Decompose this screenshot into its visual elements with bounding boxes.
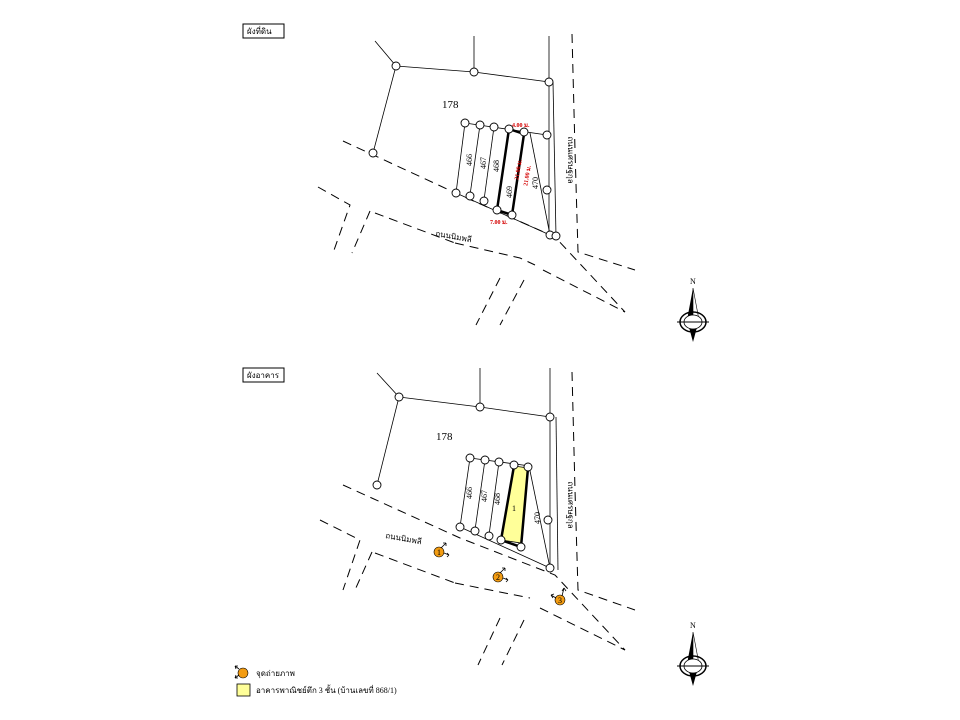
legend-photo-point-label: จุดถ่ายภาพ [256, 669, 295, 678]
bottom-road-right-label: ถนนเศรษฐกุล [566, 481, 575, 529]
top-nodes [369, 62, 560, 240]
svg-text:2: 2 [496, 573, 500, 582]
parcel-178-boundary-top [396, 66, 549, 236]
top-map-title: ผังที่ดิน [247, 27, 272, 36]
bottom-lot-466-label: 466 [465, 487, 474, 499]
svg-text:1: 1 [437, 548, 441, 557]
top-north-arrow-icon [677, 277, 709, 342]
dim-side-1-label: 21.00 ม. [514, 159, 524, 181]
photo-point-1-icon [434, 543, 449, 557]
bottom-north-arrow-icon [677, 621, 709, 686]
top-lot-469-label: 469 [505, 186, 514, 198]
top-lot-466-label: 466 [465, 154, 474, 166]
legend [235, 666, 397, 696]
dim-top-label: 4.00 ม. [512, 123, 530, 129]
parcel-178-boundary-left [373, 41, 396, 153]
top-map [243, 24, 709, 342]
building-1-label: 1 [512, 504, 516, 513]
top-road-right-label: ถนนเศรษฐกุล [566, 136, 575, 184]
top-lot-468-label: 468 [492, 160, 501, 172]
svg-text:N: N [690, 621, 696, 630]
top-lot-470-label: 470 [531, 177, 540, 189]
bottom-road-bottom-label: ถนนนิมพลี [384, 531, 423, 547]
top-road-bottom-label: ถนนนิมพลี [434, 229, 473, 245]
top-lot-467-label: 467 [479, 157, 488, 169]
top-roads [318, 34, 635, 325]
legend-building-label: อาคารพาณิชย์ตึก 3 ชั้น (บ้านเลขที่ 868/1) [256, 686, 397, 695]
bottom-lot-467-label: 467 [480, 490, 489, 502]
photo-point-3-icon [551, 588, 566, 605]
photo-point-2-icon [493, 568, 508, 582]
bottom-parcel-178-label: 178 [436, 431, 453, 443]
svg-text:3: 3 [558, 596, 562, 605]
dim-bottom-label: 7.00 ม. [490, 220, 508, 226]
dim-side-2-label: 21.00 ม. [523, 165, 533, 187]
legend-photo-point-icon [235, 666, 248, 678]
svg-text:N: N [690, 277, 696, 286]
bottom-lot-468-label: 468 [493, 493, 502, 505]
legend-building-swatch [237, 684, 250, 696]
bottom-map-title: ผังอาคาร [247, 371, 280, 380]
top-parcel-178-label: 178 [442, 99, 459, 111]
bottom-lot-470-label: 470 [533, 512, 542, 524]
bottom-roads [320, 372, 635, 665]
bottom-map [243, 368, 709, 686]
